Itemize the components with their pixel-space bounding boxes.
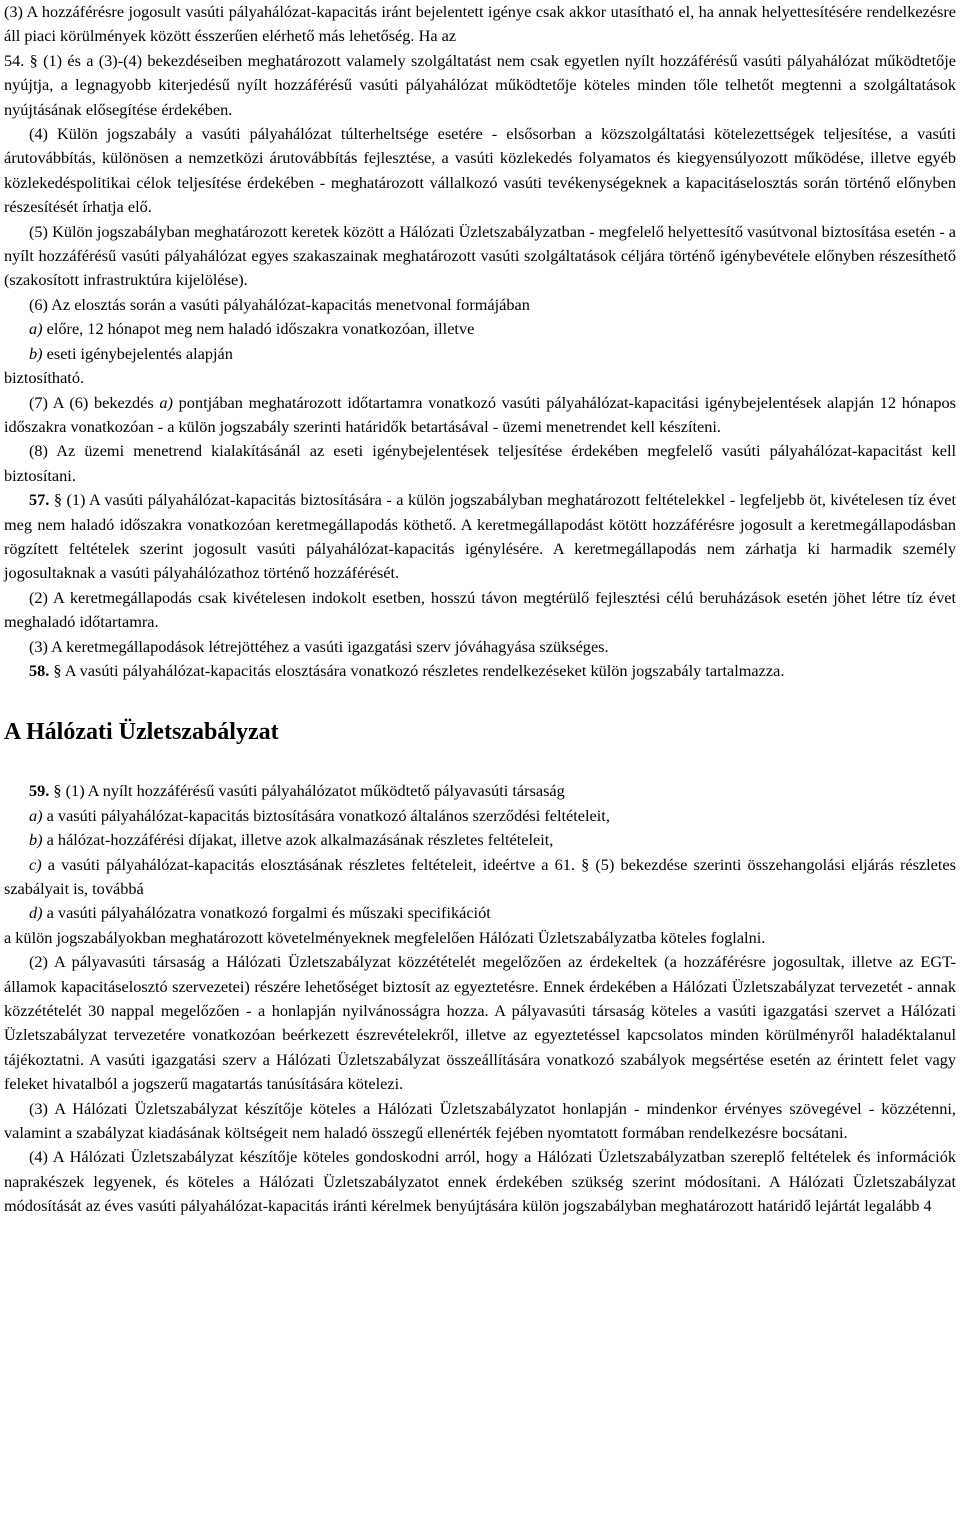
paragraph-56-4: (4) Külön jogszabály a vasúti pályahálózat túlterheltsége esetére - elsősorban a közszolgáltatási kötelezettségek teljesítése, a vasúti árutovábbítás, különösen a nemzetközi árutovábbítás fejlesztése, a vasúti közlekedés folyamatos és kiegyensúlyozott működése, illetve egyéb közlekedéspolitikai célok teljesítése érdekében - meghatározott vállalkozó vasúti tevékenységeknek a kapacitáselosztás során történő előnyben részesítését írhatja elő. bbox=[4, 124, 956, 217]
section-number-57: 57. bbox=[29, 490, 50, 510]
paragraph-56-7 bbox=[4, 391, 956, 440]
paragraph-59-3: (3) A Hálózati Üzletszabályzat készítője köteles a Hálózati Üzletszabályzatot honlapján - mindenkor érvényes szövegével - közzétenni, valamint a szabályzat kiadásának költségeit nem haladó összegű ellenérték fejében nyomtatott formában rendelkezésre bocsátani. bbox=[4, 1098, 956, 1143]
paragraph-59-1 bbox=[4, 779, 956, 803]
paragraph-56-7-text: pontjában meghatározott időtartamra vonatkozó vasúti pályahálózat-kapacitási igénybejelentések alapján 12 hónapos időszakra vonatkozóan - a külön jogszabály szerinti határidők betartásával - üzemi menetrendet kell készíteni. bbox=[4, 392, 957, 436]
list-item-56-6-a bbox=[4, 317, 956, 341]
item-text: eseti igénybejelentés alapján bbox=[42, 343, 233, 363]
paragraph-57-1 bbox=[4, 488, 956, 586]
paragraph-56-7-pre: (7) A (6) bekezdés bbox=[29, 392, 160, 412]
section-number-59: 59. bbox=[29, 781, 50, 801]
paragraph-59-4: (4) A Hálózati Üzletszabályzat készítője köteles gondoskodni arról, hogy a Hálózati Üzletszabályzatban szereplő feltételek és információk naprakészek legyenek, és köteles a Hálózati Üzletszabályzatot ennek érdekében szükség szerint módosítani. A Hálózati Üzletszabályzat módosítását az éves vasúti pályahálózat-kapacitás iránti kérelmek benyújtására külön jogszabályban meghatározott határidő lejártát legalább 4 bbox=[4, 1147, 956, 1216]
list-item-59-b bbox=[4, 828, 956, 852]
item-text: a vasúti pályahálózat-kapacitás biztosítására vonatkozó általános szerződési feltételeit, bbox=[42, 805, 610, 825]
item-letter: a) bbox=[159, 392, 173, 412]
item-letter: c) bbox=[29, 854, 42, 874]
paragraph-54-text: § (1) és a (3)-(4) bekezdéseiben meghatározott valamely szolgáltatást nem csak egyetlen nyílt hozzáférésű vasúti pályahálózat működtetője nyújtja, a legnagyobb kiterjedésű nyílt hozzáférésű vasúti pályahálózat működtetője köteles minden tőle telhetőt megtenni a szolgáltatások nyújtásának elősegítése érdekében. bbox=[4, 50, 956, 119]
item-text: a vasúti pályahálózatra vonatkozó forgalmi és műszaki specifikációt bbox=[42, 903, 491, 923]
list-item-59-a bbox=[4, 804, 956, 828]
section-number-58: 58. bbox=[29, 660, 50, 680]
paragraph-58 bbox=[4, 659, 956, 683]
paragraph-59-1-text: § (1) A nyílt hozzáférésű vasúti pályahálózatot működtető pályavasúti társaság bbox=[49, 781, 565, 801]
item-text: a vasúti pályahálózat-kapacitás elosztásának részletes feltételeit, ideértve a 61. § (5) bekezdése szerinti összehangolási eljárás részletes szabályait is, továbbá bbox=[4, 854, 956, 898]
paragraph-59-2: (2) A pályavasúti társaság a Hálózati Üzletszabályzat közzétételét megelőzően az érdekeltek (a hozzáférésre jogosultak, illetve az EGT-államok kapacitáselosztó szervezetei) részére lehetőséget biztosít az egyeztetésre. Ennek érdekében a Hálózati Üzletszabályzat tervezetét - annak közzétételét 30 nappal megelőzően - a honlapján nyilvánosságra hozza. A pályavasúti társaság köteles a vasúti igazgatási szervet a Hálózati Üzletszabályzat tervezetére vonatkozóan beérkezett észrevételekről, illetve az egyeztetéssel kapcsolatos minden körülményről haladéktalanul tájékoztatni. A vasúti igazgatási szerv a Hálózati Üzletszabályzat összeállítására vonatkozó szabályok megsértése esetén az érintett felet vagy feleket hivatalból a jogszerű magatartás tanúsítására kötelezi. bbox=[4, 952, 956, 1094]
paragraph-57-2: (2) A keretmegállapodás csak kivételesen indokolt esetben, hosszú távon megtérülő fejlesztési célú beruházások esetén jöhet létre tíz évet meghaladó időtartamra. bbox=[4, 587, 956, 632]
list-item-59-c bbox=[4, 853, 956, 902]
list-item-56-6-b bbox=[4, 342, 956, 366]
item-text: előre, 12 hónapot meg nem haladó időszakra vonatkozóan, illetve bbox=[42, 319, 475, 339]
list-item-59-d bbox=[4, 901, 956, 925]
paragraph-56-3: (3) A hozzáférésre jogosult vasúti pályahálózat-kapacitás iránt bejelentett igénye csak akkor utasítható el, ha annak helyettesítésére rendelkezésre áll piaci körülmények között ésszerűen elérhető más lehetőség. Ha az bbox=[4, 2, 956, 46]
paragraph-57-3: (3) A keretmegállapodások létrejöttéhez a vasúti igazgatási szerv jóváhagyása szükséges. bbox=[29, 636, 609, 656]
item-letter: b) bbox=[29, 830, 43, 850]
paragraph-56-8: (8) Az üzemi menetrend kialakításánál az eseti igénybejelentések teljesítése érdekében megfelelő vasúti pályahálózat-kapacitást kell biztosítani. bbox=[4, 441, 956, 485]
item-letter: a) bbox=[29, 805, 43, 825]
paragraph-56-6: (6) Az elosztás során a vasúti pályahálózat-kapacitás menetvonal formájában bbox=[29, 294, 530, 314]
section-heading: A Hálózati Üzletszabályzat bbox=[4, 719, 279, 746]
paragraph-54-ref bbox=[4, 49, 956, 122]
paragraph-56-6-end: biztosítható. bbox=[4, 368, 85, 388]
item-letter: b) bbox=[29, 343, 43, 363]
paragraph-59-1-end: a külön jogszabályokban meghatározott követelményeknek megfelelően Hálózati Üzletszabályzatba köteles foglalni. bbox=[4, 927, 766, 947]
item-letter: a) bbox=[29, 319, 43, 339]
item-letter: d) bbox=[29, 903, 43, 923]
paragraph-57-1-text: § (1) A vasúti pályahálózat-kapacitás biztosítására - a külön jogszabályban meghatározott feltételekkel - legfeljebb öt, kivételesen tíz évet meg nem haladó időszakra vonatkozóan keretmegállapodás köthető. A keretmegállapodást kötött hozzáférésre jogosult a keretmegállapodásban rögzített feltételek szerint jogosult vasúti pályahálózat-kapacitás igénylésére. A keretmegállapodás nem zárhatja ki harmadik személy jogosultaknak a vasúti pályahálózathoz történő hozzáférését. bbox=[4, 490, 956, 583]
paragraph-56-5: (5) Külön jogszabályban meghatározott keretek között a Hálózati Üzletszabályzatban - megfelelő helyettesítő vasútvonal biztosítása esetén - a nyílt hozzáférésű vasúti pályahálózat egyes szakaszainak meghatározott vasúti szolgáltatások céljára történő igénybevétele előnyben részesíthető (szakosított infrastruktúra kijelölése). bbox=[4, 221, 956, 290]
item-text: a hálózat-hozzáférési díjakat, illetve azok alkalmazásának részletes feltételeit, bbox=[42, 830, 554, 850]
paragraph-58-text: § A vasúti pályahálózat-kapacitás elosztására vonatkozó részletes rendelkezéseket külön jogszabály tartalmazza. bbox=[49, 660, 785, 680]
section-number-54: 54. bbox=[4, 50, 25, 70]
